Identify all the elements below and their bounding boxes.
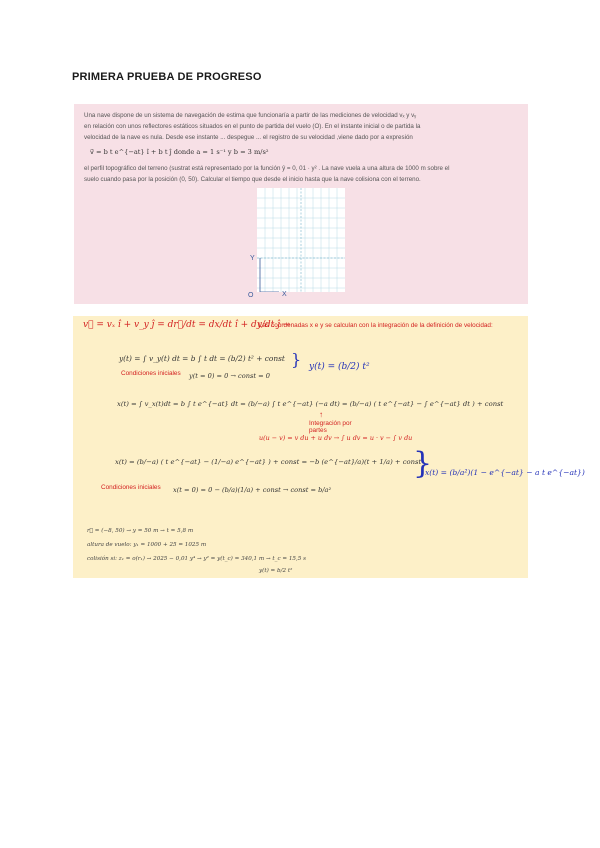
flight-height-line: altura de vuelo: y₁ = 1000 + 25 = 1025 m xyxy=(87,542,207,548)
y-time-line: y(t) = b/2 t² xyxy=(259,568,293,574)
parts-formula: u(u − v) = v du + u dv → ∫ u dv = u · v − ∫ v du xyxy=(259,434,413,442)
position-line: r⃗ = (−8, 50) → y = 50 m → t = 5,8 m xyxy=(87,528,194,534)
x-axis-label: X xyxy=(282,291,287,298)
y-result: y(t) = (b/2) t² xyxy=(309,362,370,372)
x-expanded: x(t) = (b/−a) ( t e^{−at} − (1/−a) e^{−at} ) + const = −b (e^{−at}/a)(t + 1/a) + const xyxy=(115,458,422,466)
solution-section xyxy=(73,316,585,578)
collision-line: colisión si: z₁ = o(r₁) → 2025 − 0,01 y⁴ → y² = y(t_c) = 340,1 m → t_c = 15,5 s xyxy=(87,556,306,562)
velocity-equation: v⃗ = b t e^{−at} î + b t ĵ donde a = 1 s⁻¹ y b = 3 m/s² xyxy=(90,148,269,156)
y-integral: y(t) = ∫ v_y(t) dt = b ∫ t dt = (b/2) t² + const xyxy=(119,354,285,363)
statement-line-1: Una nave dispone de un sistema de navegación de estima que funcionaría a partir de las mediciones de velocidad vₓ y vᵧ xyxy=(84,112,417,119)
y-axis-label: Y xyxy=(250,255,255,262)
statement-line-5: suelo cuando pasa por la posición (0, 50). Calcular el tiempo que desde el inicio hasta que la nave colisiona con el terreno. xyxy=(84,176,421,183)
x-result: x(t) = (b/a²)(1 − e^{−at} − a t e^{−at}) xyxy=(425,468,585,477)
integration-by-parts-note: Integración por partes xyxy=(309,420,352,434)
up-arrow: ↑ xyxy=(319,410,323,419)
x-integral: x(t) = ∫ v_x(t)dt = b ∫ t e^{−at} dt = (b/−a) ∫ t e^{−at} (−a dt) = (b/−a) ( t e^{−at} − ∫ e^{−at} dt ) + const xyxy=(117,400,504,408)
terrain-grid xyxy=(257,188,345,292)
brace-x: } xyxy=(413,446,433,481)
x-initial-condition: x(t = 0) = 0 − (b/a)(1/a) + const → const = b/a² xyxy=(173,486,332,494)
y-initial-condition: y(t = 0) = 0 → const = 0 xyxy=(189,372,270,380)
statement-line-3: velocidad de la nave es nula. Desde ese instante ... despegue ... el registro de su velocidad ,viene dado por a expresión xyxy=(84,134,413,141)
problem-statement xyxy=(74,104,528,304)
page-title: PRIMERA PRUEBA DE PROGRESO xyxy=(72,71,262,83)
initial-conditions-note-2: Condiciones iniciales xyxy=(101,484,161,491)
brace-y: } xyxy=(291,350,302,369)
velocity-definition: v⃗ = vₓ î + v_y ĵ = dr⃗/dt = dx/dt î + dy/dt ĵ → xyxy=(83,320,291,330)
statement-line-2: en relación con unos reflectores estáticos situados en el punto de partida del vuelo (O). En el instante inicial o de partida la xyxy=(84,123,421,130)
initial-conditions-note-1: Condiciones iniciales xyxy=(121,370,181,377)
statement-line-4: el perfil topográfico del terreno (sustrat está representado por la función ŷ = 0, 01 · y² . La nave vuela a una altura de 1000 m sobre el xyxy=(84,165,450,172)
origin-label: O xyxy=(248,292,254,299)
coords-note: Las coordenadas x e y se calculan con la integración de la definición de velocidad: xyxy=(259,322,493,329)
